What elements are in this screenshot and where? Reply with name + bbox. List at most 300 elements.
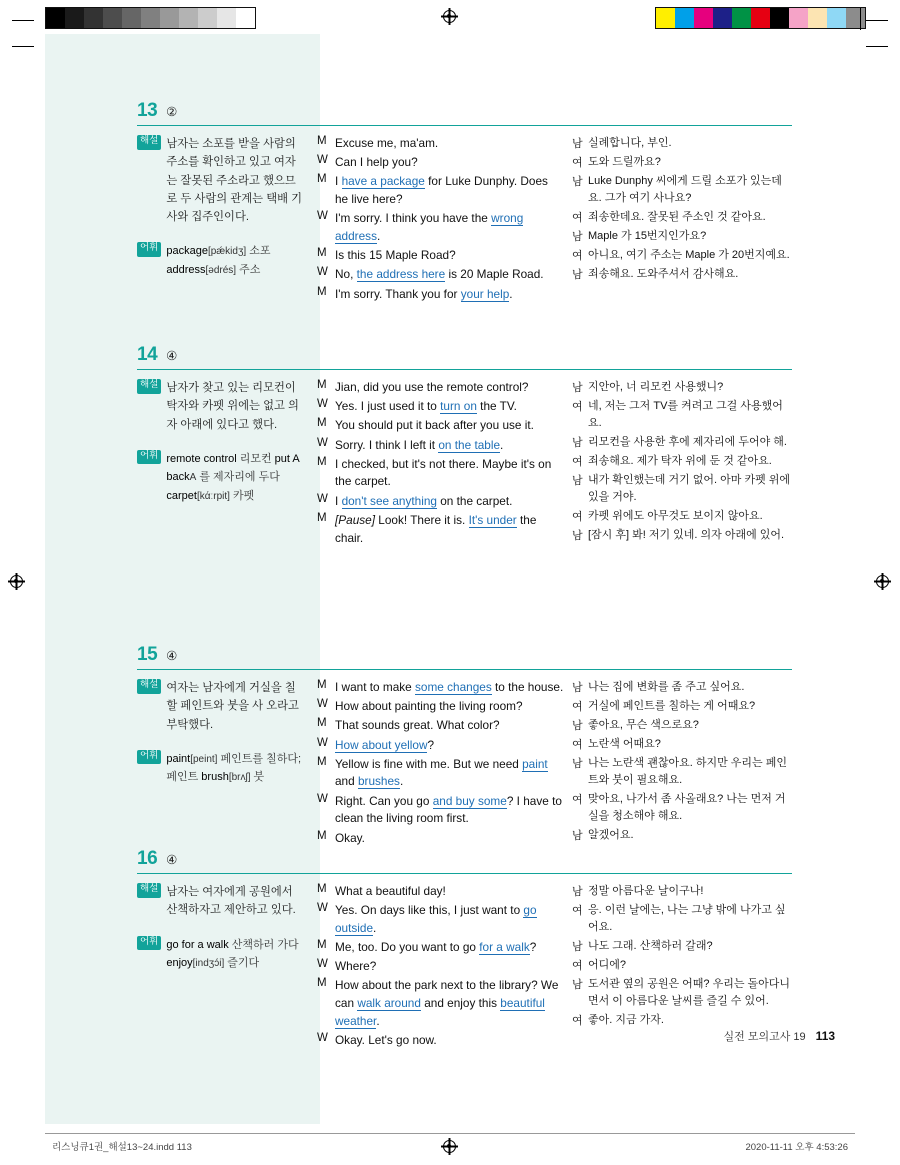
translation-text: 죄송한데요. 잘못된 주소인 것 같아요. xyxy=(588,211,766,223)
script-speaker: W xyxy=(317,792,328,805)
color-patch xyxy=(713,8,732,28)
translation-text: 맞아요, 나가서 좀 사올래요? 나는 먼저 거실을 청소해야 해요. xyxy=(588,792,786,823)
question-block xyxy=(45,848,855,1051)
question-answer: ④ xyxy=(166,649,178,663)
script-highlight: on the table xyxy=(438,437,501,452)
script-line xyxy=(317,902,564,937)
script-text xyxy=(335,437,503,455)
script-speaker: W xyxy=(317,492,328,505)
script-text xyxy=(335,977,564,1030)
script-segment: I xyxy=(335,493,342,508)
script-text xyxy=(335,398,517,416)
explanation-block xyxy=(137,679,303,734)
script-speaker: M xyxy=(317,455,327,468)
translation-speaker: 남 xyxy=(572,682,583,694)
question-divider xyxy=(137,873,792,874)
script-line xyxy=(317,830,564,848)
translation-line xyxy=(572,1012,792,1029)
script-line xyxy=(317,717,564,735)
gray-patch xyxy=(198,8,217,28)
script-segment: Excuse me, ma'am. xyxy=(335,136,439,150)
vocabulary-word: address xyxy=(166,263,206,276)
vocabulary-meaning: 즐기다 xyxy=(224,956,260,969)
translation-text: 죄송해요. 도와주셔서 감사해요. xyxy=(588,267,739,280)
script-line xyxy=(317,456,564,491)
translation-speaker: 여 xyxy=(572,1015,583,1028)
script-text xyxy=(335,286,513,304)
question-divider xyxy=(137,369,792,370)
explanation-text: 남자는 여자에게 공원에서 산책하자고 제안하고 있다. xyxy=(166,886,296,917)
script-line xyxy=(317,286,564,304)
script-speaker: M xyxy=(317,829,327,842)
color-patch xyxy=(751,8,770,28)
script-highlight: walk around xyxy=(357,996,421,1011)
script-text xyxy=(335,210,564,245)
script-speaker: W xyxy=(317,958,328,971)
script-highlight: for a walk xyxy=(479,940,530,955)
vocabulary-word: carpet xyxy=(166,489,197,502)
question-block xyxy=(45,100,855,305)
script-segment: . xyxy=(500,437,504,452)
script-speaker: W xyxy=(317,698,328,711)
script-line xyxy=(317,977,564,1030)
explanation-block xyxy=(137,135,303,226)
explanation-tag: 해설 xyxy=(137,679,161,694)
script-segment: I checked, but it's not there. Maybe it's on the carpet. xyxy=(335,456,552,489)
question-block xyxy=(45,344,855,549)
script-column xyxy=(317,883,572,1051)
script-speaker: M xyxy=(317,379,327,391)
translation-speaker: 남 xyxy=(572,268,583,281)
vocabulary-meaning: 산책하러 가다 xyxy=(228,938,299,951)
translation-text: 리모컨을 사용한 후에 제자리에 두어야 해. xyxy=(588,436,787,449)
translation-text: Luke Dunphy 씨에게 드릴 소포가 있는데요. 그가 여기 사나요? xyxy=(588,174,782,205)
vocabulary-block xyxy=(137,936,303,973)
script-speaker: M xyxy=(317,755,327,768)
color-patch xyxy=(827,8,846,28)
script-line xyxy=(317,398,564,416)
vocabulary-meaning: 카펫 xyxy=(229,489,255,502)
vocabulary-word: paint xyxy=(166,752,191,765)
translation-speaker: 남 xyxy=(572,978,583,991)
color-calibration-strip xyxy=(655,7,866,29)
translation-text: 아니요, 여기 주소는 Maple 가 20번지예요. xyxy=(588,248,790,261)
vocabulary-word: brush xyxy=(201,771,229,784)
script-text xyxy=(335,717,500,735)
script-speaker: W xyxy=(317,436,328,449)
script-highlight: paint xyxy=(522,756,548,771)
script-segment: Me, too. Do you want to go xyxy=(335,940,480,955)
translation-line xyxy=(572,883,792,900)
script-line xyxy=(317,154,564,172)
vocabulary-word: remote control xyxy=(166,452,237,465)
question-divider xyxy=(137,125,792,126)
translation-speaker: 남 xyxy=(572,437,583,450)
script-speaker: W xyxy=(317,266,328,279)
footer-divider xyxy=(45,1133,855,1134)
question-block xyxy=(45,644,855,849)
script-line xyxy=(317,266,564,284)
script-text xyxy=(335,154,418,172)
script-segment: That sounds great. What color? xyxy=(335,718,500,733)
script-segment: I want to make xyxy=(335,680,415,694)
script-segment: No, xyxy=(335,267,357,282)
translation-line xyxy=(572,827,792,844)
color-patch xyxy=(732,8,751,28)
script-segment: to the house. xyxy=(491,680,564,694)
color-patch xyxy=(694,8,713,28)
question-answer: ② xyxy=(166,105,178,119)
gray-patch xyxy=(160,8,179,28)
gray-patch xyxy=(141,8,160,28)
translation-line xyxy=(572,976,792,1011)
script-speaker: W xyxy=(317,398,328,411)
script-highlight: your help xyxy=(460,286,510,301)
vocabulary-tag: 어휘 xyxy=(137,750,161,765)
explanation-block xyxy=(137,883,303,920)
explanation-text: 남자는 소포를 받을 사람의 주소를 확인하고 있고 여자는 잘못된 주소라고 했으므로 두 사람의 관계는 택배 기사와 집주인이다. xyxy=(166,138,303,224)
color-patch xyxy=(846,8,865,28)
script-text xyxy=(335,512,564,547)
script-highlight: brushes xyxy=(357,774,400,789)
script-speaker: M xyxy=(317,883,327,895)
vocabulary-meaning: 를 제자리에 두다 xyxy=(196,471,280,484)
script-column xyxy=(317,679,572,849)
footer-page-number: 113 xyxy=(815,1029,835,1043)
explanation-tag: 해설 xyxy=(137,135,161,150)
translation-line xyxy=(572,135,792,152)
vocabulary-meaning: 소포 xyxy=(246,245,271,258)
question-header xyxy=(45,848,855,870)
script-highlight: some changes xyxy=(415,680,492,694)
script-line xyxy=(317,173,564,208)
script-text xyxy=(335,247,456,265)
gray-patch xyxy=(103,8,122,28)
script-segment: How about the park next to the library? We can xyxy=(335,978,559,1011)
script-speaker: W xyxy=(317,736,328,749)
script-speaker: M xyxy=(317,417,327,430)
footer-section-label: 실전 모의고사 19 xyxy=(723,1031,806,1043)
vocabulary-word: enjoy xyxy=(166,956,193,969)
script-segment: Jian, did you use the remote control? xyxy=(335,380,529,394)
vocabulary-meaning: 주소 xyxy=(236,263,261,276)
script-text xyxy=(335,698,523,716)
translation-speaker: 여 xyxy=(572,249,583,262)
translation-speaker: 여 xyxy=(572,456,583,468)
vocabulary-meaning: 붓 xyxy=(250,771,265,784)
script-speaker: M xyxy=(317,135,327,147)
script-line xyxy=(317,939,564,957)
script-highlight: wrong address xyxy=(335,211,524,243)
script-speaker: M xyxy=(317,173,327,186)
gray-patch xyxy=(217,8,236,28)
explanation-column xyxy=(137,379,317,549)
translation-text: 응. 이런 날에는, 나는 그냥 밖에 나가고 싶어요. xyxy=(588,903,786,934)
translation-text: 노란색 어때요? xyxy=(588,737,661,750)
vocabulary-tag: 어휘 xyxy=(137,450,161,465)
script-segment: I'm sorry. I think you have the xyxy=(335,211,492,226)
question-columns xyxy=(45,135,855,305)
translation-text: 카펫 위에도 아무것도 보이지 않아요. xyxy=(588,510,763,523)
vocabulary-text xyxy=(166,242,303,279)
color-patch xyxy=(675,8,694,28)
script-segment: is 20 Maple Road. xyxy=(445,267,544,282)
translation-line xyxy=(572,453,792,470)
translation-speaker: 남 xyxy=(572,941,583,954)
script-segment: the TV. xyxy=(476,399,517,414)
translation-speaker: 남 xyxy=(572,474,583,487)
script-line xyxy=(317,417,564,435)
translation-text: 좋아요, 무슨 색으로요? xyxy=(588,718,699,731)
script-highlight: the address here xyxy=(356,267,446,282)
translation-text: 나는 노란색 괜찮아요. 하지만 우리는 페인트와 붓이 필요해요. xyxy=(588,756,787,786)
translation-line xyxy=(572,379,792,396)
script-segment: ? xyxy=(427,737,435,752)
script-segment: . xyxy=(399,774,404,789)
script-highlight: It's under xyxy=(468,512,517,527)
script-speaker: M xyxy=(317,717,327,730)
script-segment: and xyxy=(335,774,358,789)
vocabulary-word: package xyxy=(166,245,208,258)
gray-patch xyxy=(65,8,84,28)
vocabulary-meaning: 리모컨 xyxy=(236,452,275,465)
translation-speaker: 여 xyxy=(572,904,583,917)
translation-text: 실례합니다, 부인. xyxy=(588,137,672,149)
script-line xyxy=(317,737,564,755)
answer-key-content xyxy=(45,34,855,1124)
explanation-text: 여자는 남자에게 거실을 칠할 페인트와 붓을 사 오라고 부탁했다. xyxy=(166,682,299,731)
translation-line xyxy=(572,698,792,715)
explanation-block xyxy=(137,379,303,434)
crop-tick xyxy=(860,8,861,30)
script-text xyxy=(335,793,564,828)
translation-line xyxy=(572,791,792,826)
explanation-text: 남자가 찾고 있는 리모컨이 탁자와 카펫 위에는 없고 의자 아래에 있다고 했다. xyxy=(166,382,299,431)
script-text xyxy=(335,493,512,511)
script-segment: Okay. Let's go now. xyxy=(335,1033,437,1047)
translation-text: 도와 드릴까요? xyxy=(588,155,661,168)
vocabulary-phonetic: [kάːrpit] xyxy=(196,490,230,502)
script-speaker: M xyxy=(317,247,327,260)
translation-speaker: 남 xyxy=(572,719,583,732)
translation-speaker: 남 xyxy=(572,230,583,243)
script-line xyxy=(317,698,564,716)
script-text xyxy=(335,958,376,976)
translation-text: 네, 저는 그저 TV를 켜려고 그걸 사용했어요. xyxy=(588,399,783,430)
script-segment: . xyxy=(376,1013,380,1028)
script-line xyxy=(317,756,564,791)
translation-text: Maple 가 15번지인가요? xyxy=(588,229,707,242)
vocabulary-phonetic: [pǽkidʒ] xyxy=(207,246,247,258)
translation-text: 지안아, 너 리모컨 사용했니? xyxy=(588,381,724,393)
script-speaker: W xyxy=(317,1032,328,1044)
script-segment: on the carpet. xyxy=(436,493,513,508)
translation-column xyxy=(572,679,792,849)
grayscale-calibration-strip xyxy=(45,7,256,29)
question-answer: ④ xyxy=(166,853,178,867)
vocabulary-tag: 어휘 xyxy=(137,936,161,951)
question-answer: ④ xyxy=(166,349,178,363)
vocabulary-block xyxy=(137,750,303,787)
script-text xyxy=(335,417,534,435)
script-speaker: W xyxy=(317,154,328,167)
script-segment: I'm sorry. Thank you for xyxy=(335,286,461,301)
vocabulary-word: go for a walk xyxy=(166,938,229,951)
translation-speaker: 남 xyxy=(572,530,583,542)
vocabulary-block xyxy=(137,450,303,505)
translation-line xyxy=(572,209,792,226)
script-line xyxy=(317,493,564,511)
translation-line xyxy=(572,154,792,171)
script-highlight: have a package xyxy=(341,174,425,189)
script-speaker: M xyxy=(317,679,327,691)
translation-text: 좋아. 지금 가자. xyxy=(588,1014,664,1027)
translation-line xyxy=(572,736,792,753)
registration-mark-left xyxy=(8,573,25,590)
translation-text: 나도 그래. 산책하러 갈래? xyxy=(588,940,713,953)
translation-speaker: 여 xyxy=(572,700,583,713)
translation-line xyxy=(572,902,792,937)
script-line xyxy=(317,793,564,828)
question-header xyxy=(45,644,855,666)
translation-text: 어디에? xyxy=(588,959,626,971)
script-line xyxy=(317,437,564,455)
script-segment: [Pause] xyxy=(335,512,376,527)
script-segment: and enjoy this xyxy=(420,996,501,1011)
crop-tick xyxy=(12,46,34,47)
script-segment: for Luke Dunphy. Does he live here? xyxy=(335,174,548,207)
printer-marks-top xyxy=(0,0,900,34)
vocabulary-phonetic: [indʒɔ́i] xyxy=(192,957,225,969)
script-segment: Yellow is fine with me. But we need xyxy=(335,756,523,771)
translation-text: [잠시 후] 봐! 저기 있네. 의자 아래에 있어. xyxy=(588,529,785,541)
translation-text: 나는 집에 변화를 좀 주고 싶어요. xyxy=(588,681,745,693)
translation-speaker: 남 xyxy=(572,886,583,898)
vocabulary-meaning: 페인트를 칠하다; 페인트 xyxy=(166,752,302,784)
script-line xyxy=(317,1032,564,1050)
translation-text: 죄송해요. 제가 탁자 위에 둔 것 같아요. xyxy=(588,455,772,467)
script-highlight: and buy some xyxy=(432,793,507,808)
crop-tick xyxy=(12,20,34,21)
vocabulary-block xyxy=(137,242,303,279)
script-highlight: beautiful weather xyxy=(335,996,545,1028)
script-segment: Look! There it is. xyxy=(375,512,469,527)
script-text xyxy=(335,756,564,791)
script-segment: Can I help you? xyxy=(335,155,418,170)
translation-line xyxy=(572,938,792,955)
vocabulary-phonetic: [brʌʃ] xyxy=(228,772,251,784)
script-line xyxy=(317,379,564,397)
script-speaker: M xyxy=(317,285,327,298)
script-text xyxy=(335,679,563,697)
gray-patch xyxy=(236,8,255,28)
script-segment: How about painting the living room? xyxy=(335,699,523,714)
translation-line xyxy=(572,527,792,544)
script-segment: Is this 15 Maple Road? xyxy=(335,248,456,263)
explanation-column xyxy=(137,883,317,1051)
translation-line xyxy=(572,266,792,283)
translation-speaker: 여 xyxy=(572,212,583,224)
script-line xyxy=(317,958,564,976)
script-line xyxy=(317,135,564,153)
footer-file-name: 리스닝큐1권_해설13~24.indd 113 xyxy=(52,1142,192,1153)
page-footer xyxy=(724,1028,835,1044)
script-segment: I xyxy=(335,174,342,189)
script-speaker: W xyxy=(317,210,328,223)
question-header xyxy=(45,100,855,122)
translation-text: 도서관 옆의 공원은 어때? 우리는 돌아다니면서 이 아름다운 날씨를 즐길 수 있어. xyxy=(588,977,791,1008)
translation-speaker: 여 xyxy=(572,960,583,972)
script-segment: Yes. I just used it to xyxy=(335,399,441,414)
translation-column xyxy=(572,135,792,305)
script-speaker: M xyxy=(317,977,327,990)
translation-line xyxy=(572,228,792,245)
script-segment: . xyxy=(373,920,377,935)
question-number: 16 xyxy=(137,848,158,869)
translation-speaker: 여 xyxy=(572,511,583,524)
explanation-column xyxy=(137,135,317,305)
translation-speaker: 여 xyxy=(572,156,583,169)
script-line xyxy=(317,247,564,265)
translation-line xyxy=(572,472,792,507)
question-divider xyxy=(137,669,792,670)
gray-patch xyxy=(179,8,198,28)
vocabulary-word: put A back xyxy=(166,452,300,484)
explanation-tag: 해설 xyxy=(137,883,161,898)
script-segment: Yes. On days like this, I just want to xyxy=(335,903,524,918)
script-segment: Sorry. I think I left it xyxy=(335,437,439,452)
script-segment: Right. Can you go xyxy=(335,793,433,808)
script-segment: What a beautiful day! xyxy=(335,884,446,898)
script-segment: ? I have to clean the living room first. xyxy=(335,793,562,826)
script-text xyxy=(335,456,564,491)
script-highlight: How about yellow xyxy=(335,737,428,752)
script-line xyxy=(317,210,564,245)
translation-column xyxy=(572,883,792,1051)
registration-mark-top xyxy=(441,8,458,25)
script-text xyxy=(335,266,544,284)
gray-patch xyxy=(46,8,65,28)
translation-line xyxy=(572,717,792,734)
vocabulary-text xyxy=(166,936,303,973)
script-column xyxy=(317,135,572,305)
script-segment: . xyxy=(376,228,381,243)
script-column xyxy=(317,379,572,549)
script-segment: . xyxy=(509,286,513,301)
question-number: 14 xyxy=(137,344,158,365)
translation-text: 알겠어요. xyxy=(588,829,634,841)
gray-patch xyxy=(122,8,141,28)
script-segment: You should put it back after you use it. xyxy=(335,418,534,433)
translation-text: 정말 아름다운 날이구나! xyxy=(588,885,704,897)
color-patch xyxy=(656,8,675,28)
translation-line xyxy=(572,434,792,451)
script-text xyxy=(335,1032,437,1050)
translation-line xyxy=(572,398,792,433)
color-patch xyxy=(770,8,789,28)
registration-mark-right xyxy=(874,573,891,590)
question-columns xyxy=(45,883,855,1051)
translation-line xyxy=(572,508,792,525)
translation-text: 내가 확인했는데 거기 없어. 아마 카펫 위에 있을 거야. xyxy=(588,473,791,504)
translation-speaker: 남 xyxy=(572,382,583,394)
script-speaker: M xyxy=(317,511,327,524)
script-text xyxy=(335,902,564,937)
script-speaker: M xyxy=(317,939,327,952)
script-highlight: turn on xyxy=(440,399,477,414)
registration-mark-bottom xyxy=(441,1138,458,1155)
translation-text: 거실에 페인트를 칠하는 게 어때요? xyxy=(588,699,756,712)
